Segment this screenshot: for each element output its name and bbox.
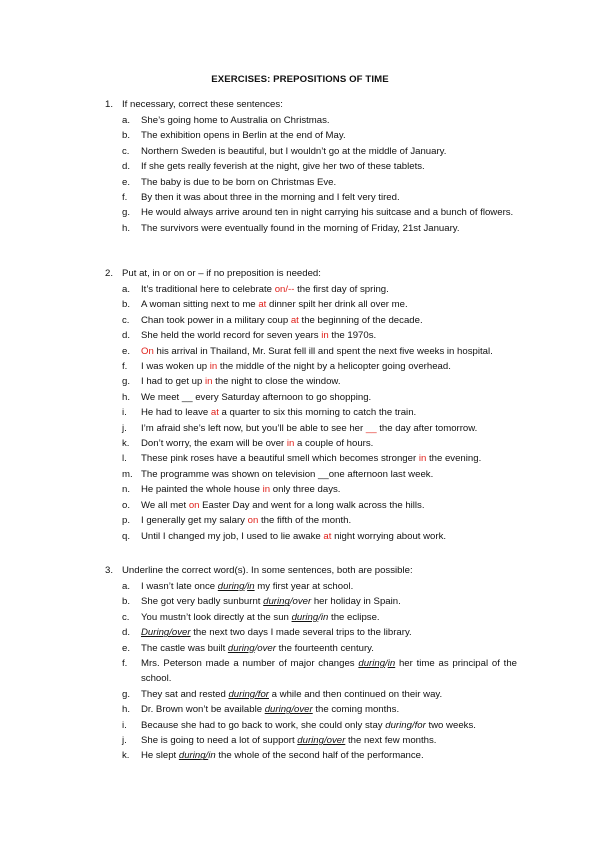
item-sentence <box>141 687 517 702</box>
sentence-part: the day after tomorrow. <box>376 422 478 434</box>
item-letter: p. <box>122 515 131 527</box>
exercise-3-header <box>0 563 600 579</box>
exercise-instruction: If necessary, correct these sentences: <box>122 99 283 110</box>
word-choice <box>218 581 255 592</box>
sentence-part: my first year at school. <box>254 581 354 592</box>
word-choice <box>263 596 311 607</box>
item-letter: a. <box>122 581 131 592</box>
sentence-part: two weeks. <box>425 719 476 731</box>
exercise-item <box>0 641 600 656</box>
choice-option: during/over <box>297 735 346 747</box>
item-letter: e. <box>122 345 131 357</box>
item-letter: c. <box>122 145 130 157</box>
sentence-part: the eclipse. <box>328 611 380 623</box>
choice-option: during <box>227 642 255 654</box>
sentence-part: his arrival in Thailand, Mr. Surat fell ill and spent the next five weeks in hospital. <box>153 345 493 357</box>
item-sentence <box>141 482 517 497</box>
item-letter: k. <box>122 438 130 450</box>
item-letter: g. <box>122 207 131 219</box>
exercise-item <box>0 733 600 748</box>
choice-option: in <box>247 581 255 592</box>
exercise-instruction: Underline the correct word(s). In some sentences, both are possible: <box>122 565 413 576</box>
exercise-item <box>0 529 600 544</box>
sentence-part: the 1970s. <box>328 330 377 342</box>
word-choice <box>141 627 191 638</box>
sentence-part: He painted the whole house <box>141 484 263 496</box>
item-sentence <box>141 328 517 343</box>
exercise-item <box>0 390 600 405</box>
exercise-item <box>0 113 600 128</box>
answer-highlight: in <box>209 361 218 373</box>
item-sentence <box>141 451 517 466</box>
choice-option: during/for <box>385 719 426 731</box>
item-sentence <box>141 313 517 328</box>
sentence-part: a quarter to six this morning to catch the train. <box>218 407 417 419</box>
exercise-item <box>0 328 600 343</box>
item-letter: i. <box>122 407 127 419</box>
sentence-part: her holiday in Spain. <box>311 596 401 608</box>
item-sentence <box>141 594 517 609</box>
exercise-item <box>0 748 600 763</box>
exercise-item <box>0 702 600 717</box>
exercise-item <box>0 344 600 359</box>
sentence-part: She held the world record for seven years <box>141 330 322 342</box>
item-sentence <box>141 718 517 733</box>
answer-highlight: in <box>418 453 427 465</box>
answer-highlight: at <box>210 407 219 419</box>
choice-option: during <box>217 581 245 592</box>
sentence-part: If she gets really feverish at the night, give her two of these tablets. <box>141 161 425 173</box>
sentence-part: He slept <box>141 750 179 762</box>
choice-option: during <box>358 658 386 670</box>
sentence-part: She is going to need a lot of support <box>141 735 298 747</box>
sentence-part: a while and then continued on their way. <box>269 688 443 700</box>
exercise-item <box>0 467 600 482</box>
sentence-part: Northern Sweden is beautiful, but I wouldn’t go at the middle of January. <box>141 145 447 157</box>
item-sentence <box>141 374 517 389</box>
sentence-part: I had to get up <box>141 376 206 388</box>
sentence-part: He had to leave <box>141 407 211 419</box>
sentence-part: the whole of the second half of the performance. <box>215 750 424 762</box>
item-sentence <box>141 529 517 544</box>
answer-highlight: On <box>141 345 154 357</box>
sentence-part: night worrying about work. <box>331 530 447 542</box>
item-sentence <box>141 344 517 359</box>
exercise-number: 3. <box>105 565 114 576</box>
exercise-item <box>0 656 600 687</box>
sentence-part: only three days. <box>270 484 341 496</box>
exercise-item <box>0 594 600 609</box>
item-letter: c. <box>122 314 130 326</box>
word-choice <box>297 735 345 746</box>
exercise-item <box>0 579 600 594</box>
exercise-item <box>0 221 600 236</box>
choice-option: in <box>320 611 329 623</box>
item-letter: d. <box>122 330 131 342</box>
choice-separator: / <box>318 611 321 623</box>
sentence-part: the fourteenth century. <box>275 642 374 654</box>
sentence-part: the fifth of the month. <box>258 515 352 527</box>
choice-separator: / <box>289 596 293 608</box>
answer-highlight: on/-- <box>274 284 295 295</box>
choice-option: during/over <box>264 704 313 716</box>
answer-highlight: at <box>258 299 267 311</box>
exercise-item <box>0 190 600 205</box>
answer-highlight: on <box>188 499 200 511</box>
exercise-3 <box>0 563 600 764</box>
sentence-part: Don’t worry, the exam will be over <box>141 438 287 450</box>
word-choice <box>358 658 395 669</box>
answer-highlight: in <box>286 438 295 450</box>
item-letter: q. <box>122 530 131 542</box>
exercise-item <box>0 297 600 312</box>
sentence-part: Chan took power in a military coup <box>141 314 291 326</box>
answer-highlight: __ <box>365 422 377 434</box>
item-sentence <box>141 359 517 374</box>
exercise-item <box>0 128 600 143</box>
item-sentence <box>141 733 517 748</box>
sentence-part: It’s traditional here to celebrate <box>141 284 275 295</box>
item-letter: g. <box>122 376 131 388</box>
item-letter: f. <box>122 192 128 204</box>
item-letter: h. <box>122 391 131 403</box>
choice-option: over <box>257 642 276 654</box>
item-sentence <box>141 405 517 420</box>
item-sentence <box>141 221 517 236</box>
exercise-item <box>0 374 600 389</box>
sentence-part: I wasn’t late once <box>141 581 218 592</box>
item-letter: n. <box>122 484 131 496</box>
choice-separator: / <box>254 642 258 654</box>
exercise-item <box>0 313 600 328</box>
item-letter: h. <box>122 222 131 234</box>
word-choice <box>265 704 313 715</box>
sentence-part: We meet __ every Saturday afternoon to go shopping. <box>141 391 372 403</box>
item-letter: f. <box>122 361 128 373</box>
sentence-part: The castle was built <box>141 642 228 654</box>
item-letter: l. <box>122 453 127 465</box>
item-sentence <box>141 436 517 451</box>
choice-option: during <box>291 611 319 623</box>
item-letter: b. <box>122 130 131 142</box>
item-letter: j. <box>122 422 127 434</box>
sentence-part: the evening. <box>426 453 482 465</box>
choice-option: over <box>292 596 312 608</box>
exercise-item <box>0 436 600 451</box>
item-letter: b. <box>122 299 131 311</box>
answer-highlight: on <box>247 515 259 527</box>
item-sentence <box>141 641 517 656</box>
sentence-part: a couple of hours. <box>294 438 374 450</box>
sentence-part: He would always arrive around ten in night carrying his suitcase and a bunch of flowers. <box>141 207 514 219</box>
item-letter: i. <box>122 719 127 731</box>
sentence-part: Because she had to go back to work, she could only stay <box>141 719 386 731</box>
item-sentence <box>141 702 517 717</box>
item-sentence <box>141 128 517 143</box>
choice-option: during/for <box>228 688 269 700</box>
exercise-item <box>0 625 600 640</box>
word-choice <box>179 750 216 761</box>
exercise-item <box>0 513 600 528</box>
item-letter: e. <box>122 176 131 188</box>
sentence-part: By then it was about three in the morning and I felt very tired. <box>141 192 400 204</box>
sentence-part: The survivors were eventually found in the morning of Friday, 21st January. <box>141 222 460 234</box>
item-sentence <box>141 625 517 640</box>
exercise-item <box>0 405 600 420</box>
exercise-item <box>0 610 600 625</box>
exercise-item <box>0 159 600 174</box>
item-letter: b. <box>122 596 131 608</box>
sentence-part: The programme was shown on television __one afternoon last week. <box>141 468 434 480</box>
page-title: EXERCISES: PREPOSITIONS OF TIME <box>211 74 389 85</box>
choice-option: during/ <box>178 750 209 762</box>
exercise-number: 2. <box>105 268 114 279</box>
exercise-item <box>0 144 600 159</box>
item-letter: f. <box>122 658 128 670</box>
sentence-part: A woman sitting next to me <box>141 299 259 311</box>
choice-separator: / <box>244 581 248 592</box>
word-choice <box>228 689 269 700</box>
sentence-part: the middle of the night by a helicopter going overhead. <box>217 361 451 373</box>
sentence-part: I was woken up <box>141 361 210 373</box>
sentence-part: the beginning of the decade. <box>298 314 423 326</box>
choice-option: in <box>387 658 396 670</box>
sentence-part: Until I changed my job, I used to lie awake <box>141 530 324 542</box>
item-letter: m. <box>122 468 133 480</box>
answer-highlight: in <box>321 330 329 342</box>
sentence-part: You mustn’t look directly at the sun <box>141 611 292 623</box>
answer-highlight: at <box>290 314 299 326</box>
item-letter: k. <box>122 750 130 762</box>
answer-highlight: at <box>323 530 332 542</box>
exercise-item <box>0 282 600 297</box>
answer-highlight: in <box>205 376 213 388</box>
item-sentence <box>141 190 517 205</box>
word-choice <box>385 720 426 731</box>
exercise-2-items <box>0 282 600 544</box>
item-sentence <box>141 498 517 513</box>
sentence-part: the next few months. <box>345 735 437 747</box>
sentence-part: Mrs. Peterson made a number of major changes <box>141 658 359 670</box>
exercise-item <box>0 482 600 497</box>
item-sentence <box>141 421 517 436</box>
sentence-part: the night to close the window. <box>212 376 341 388</box>
item-letter: d. <box>122 161 131 173</box>
sentence-part: The baby is due to be born on Christmas Eve. <box>141 176 337 188</box>
item-letter: j. <box>122 735 127 747</box>
item-letter: a. <box>122 115 131 126</box>
item-sentence <box>141 282 517 297</box>
item-sentence <box>141 656 517 687</box>
item-sentence <box>141 297 517 312</box>
item-letter: h. <box>122 704 131 716</box>
exercise-item <box>0 421 600 436</box>
exercise-item <box>0 451 600 466</box>
exercise-1-header <box>0 97 600 113</box>
sentence-part: I generally get my salary <box>141 515 248 527</box>
exercise-2 <box>0 266 600 544</box>
sentence-part: They sat and rested <box>141 688 229 700</box>
item-letter: o. <box>122 499 131 511</box>
item-letter: e. <box>122 642 131 654</box>
exercise-1-items <box>0 113 600 236</box>
word-choice <box>228 643 276 654</box>
item-sentence <box>141 144 517 159</box>
item-sentence <box>141 175 517 190</box>
exercise-number: 1. <box>105 99 114 110</box>
choice-option: in <box>208 750 216 762</box>
item-sentence <box>141 579 517 594</box>
exercise-item <box>0 175 600 190</box>
exercise-1 <box>0 97 600 236</box>
sentence-part: I’m afraid she’s left now, but you’ll be able to see her <box>141 422 366 434</box>
item-letter: a. <box>122 284 131 295</box>
item-sentence <box>141 467 517 482</box>
sentence-part: the first day of spring. <box>294 284 389 295</box>
sentence-part: the next two days I made several trips to the library. <box>190 627 412 639</box>
item-sentence <box>141 748 517 763</box>
exercise-item <box>0 205 600 220</box>
item-letter: g. <box>122 688 131 700</box>
sentence-part: These pink roses have a beautiful smell which becomes stronger <box>141 453 419 465</box>
item-sentence <box>141 390 517 405</box>
item-sentence <box>141 610 517 625</box>
exercise-item <box>0 687 600 702</box>
sentence-part: her time as principal of the school. <box>141 658 517 685</box>
item-sentence <box>141 205 517 220</box>
word-choice <box>292 612 329 623</box>
item-sentence <box>141 159 517 174</box>
sentence-part: She’s going home to Australia on Christmas. <box>141 115 330 126</box>
exercise-item <box>0 498 600 513</box>
item-letter: d. <box>122 627 131 639</box>
exercise-item <box>0 359 600 374</box>
sentence-part: She got very badly sunburnt <box>141 596 264 608</box>
choice-option: during <box>263 596 290 608</box>
choice-option: During/over <box>141 627 191 639</box>
item-sentence <box>141 113 517 128</box>
sentence-part: Dr. Brown won’t be available <box>141 704 265 716</box>
exercise-item <box>0 718 600 733</box>
sentence-part: We all met <box>141 499 189 511</box>
sentence-part: the coming months. <box>312 704 400 716</box>
item-letter: c. <box>122 611 130 623</box>
choice-separator: / <box>385 658 388 670</box>
sentence-part: The exhibition opens in Berlin at the end of May. <box>141 130 346 142</box>
sentence-part: dinner spilt her drink all over me. <box>266 299 408 311</box>
answer-highlight: in <box>262 484 271 496</box>
exercise-instruction: Put at, in or on or – if no preposition is needed: <box>122 268 321 279</box>
exercise-3-items <box>0 579 600 764</box>
item-sentence <box>141 513 517 528</box>
sentence-part: Easter Day and went for a long walk across the hills. <box>199 499 425 511</box>
exercise-2-header <box>0 266 600 282</box>
